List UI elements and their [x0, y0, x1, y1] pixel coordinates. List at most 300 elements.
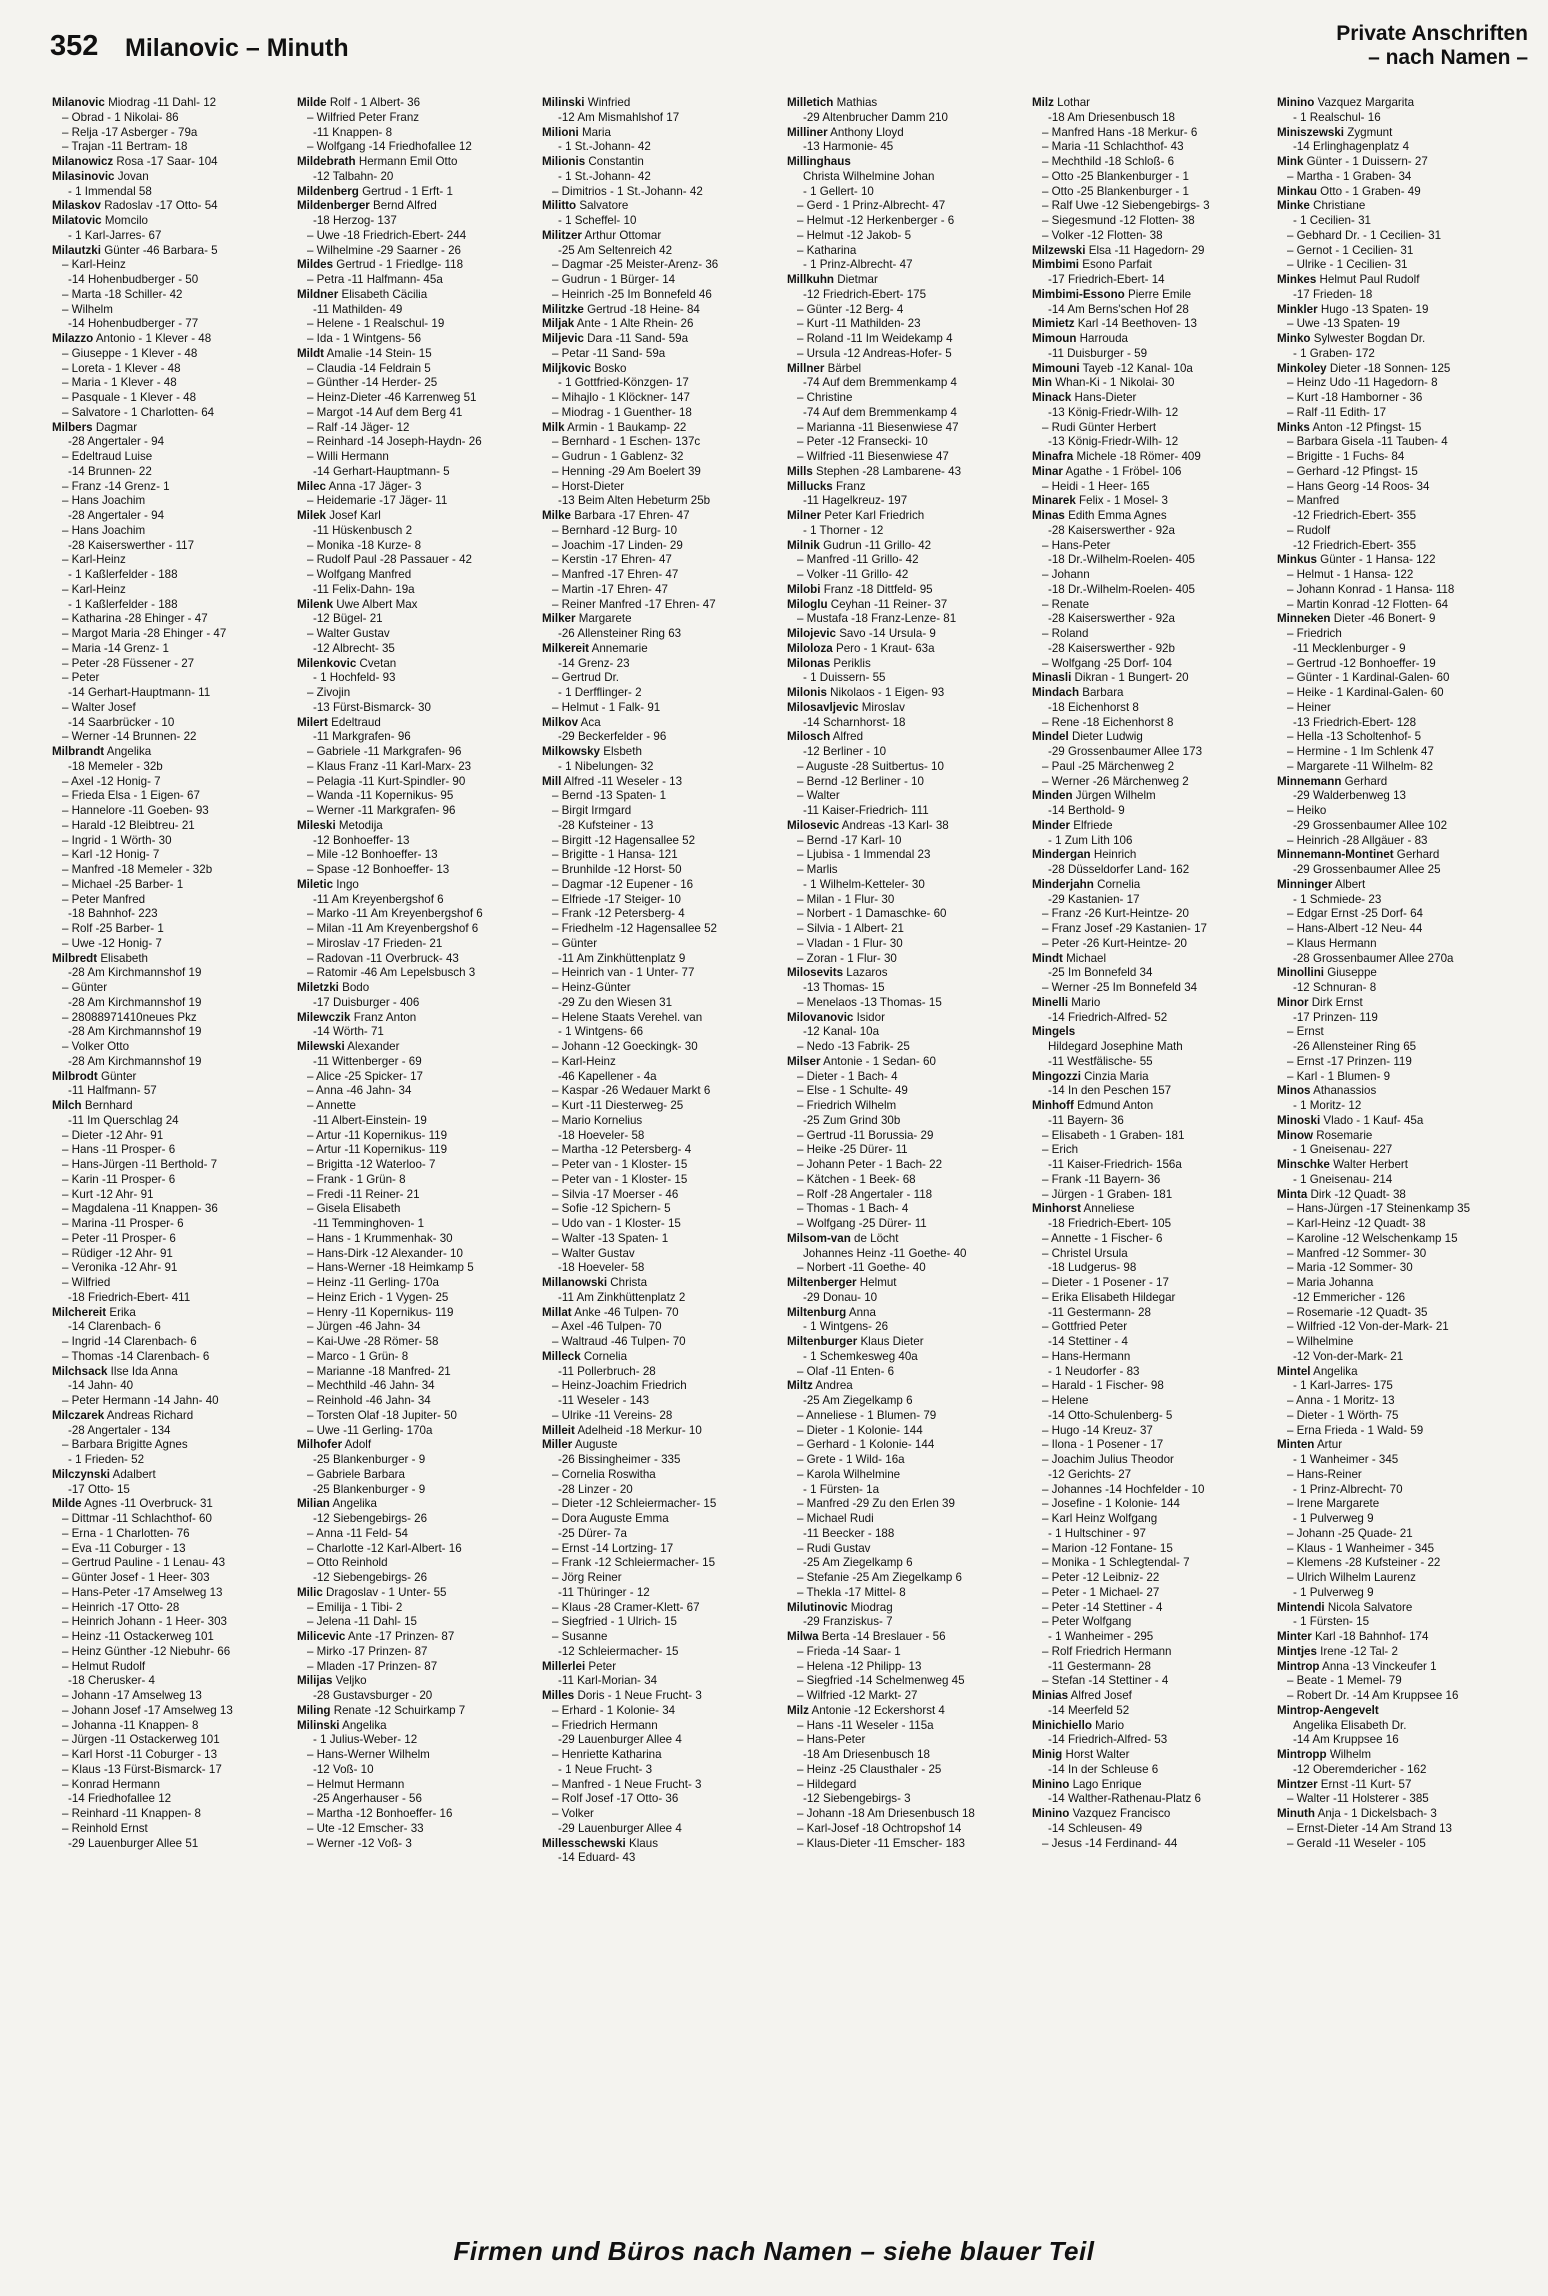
directory-entry: – Pelagia -11 Kurt-Spindler- 90	[307, 774, 466, 788]
directory-entry: Mink Günter - 1 Duissern- 27	[1277, 155, 1428, 168]
directory-entry: – Otto -25 Blankenburger - 1	[1042, 184, 1189, 198]
directory-entry: – Artur -11 Kopernikus- 119	[307, 1128, 448, 1142]
directory-entry: Minar Agathe - 1 Fröbel- 106	[1032, 464, 1182, 478]
surname: Milk	[542, 420, 565, 434]
directory-entry: Minhoff Edmund Anton	[1032, 1099, 1154, 1112]
directory-entry: -14 Grenz- 23	[558, 656, 630, 670]
directory-entry: – Hans Joachim	[62, 494, 146, 508]
directory-entry: Milonis Nikolaos - 1 Eigen- 93	[787, 686, 945, 699]
directory-entry: Minneken Dieter -46 Bonert- 9	[1277, 612, 1436, 626]
directory-entry: -12 Schleiermacher- 15	[558, 1644, 679, 1658]
directory-entry: – Giuseppe - 1 Klever - 48	[62, 346, 198, 360]
directory-entry: – Hella -13 Scholtenhof- 5	[1287, 730, 1422, 744]
directory-column-6	[1277, 96, 1522, 2216]
directory-entry: – Peter -12 Leibniz- 22	[1042, 1571, 1160, 1584]
directory-entry: -29 Zu den Wiesen 31	[558, 995, 673, 1009]
directory-entry: – Marko -11 Am Kreyenbergshof 6	[307, 907, 483, 921]
directory-entry: – Gebhard Dr. - 1 Cecilien- 31	[1287, 228, 1442, 242]
directory-entry: – Wilfried -12 Markt- 27	[797, 1689, 918, 1702]
directory-entry: Minichiello Mario	[1032, 1718, 1125, 1732]
surname: Milosevic	[787, 818, 840, 832]
directory-entry: - 1 Gneisenau- 227	[1293, 1143, 1393, 1157]
directory-entry: -11 Kaiser-Friedrich- 111	[803, 804, 929, 817]
directory-entry: – Willi Hermann	[307, 450, 389, 463]
surname: Mintzer	[1277, 1777, 1318, 1791]
surname: Miletic	[297, 877, 334, 891]
directory-entry: -25 Am Ziegelkamp 6	[803, 1556, 913, 1570]
directory-entry: -14 Am Kruppsee 16	[1293, 1733, 1399, 1747]
surname: Milenk	[297, 597, 334, 611]
directory-entry: – Manfred -17 Ehren- 47	[552, 568, 679, 581]
directory-entry: Miniszewski Zygmunt	[1277, 125, 1393, 139]
directory-entry: Milkov Aca	[542, 715, 601, 729]
surname: Miljak	[542, 317, 575, 331]
directory-entry: – Torsten Olaf -18 Jupiter- 50	[307, 1408, 457, 1422]
directory-entry: – Kurt -18 Hamborner - 36	[1287, 391, 1423, 404]
surname: Milian	[297, 1497, 330, 1511]
directory-entry: – Siegfried -14 Schelmenweg 45	[797, 1674, 965, 1688]
surname: Milke	[542, 509, 571, 522]
directory-entry: Milazzo Antonio - 1 Klever - 48	[52, 332, 212, 345]
directory-entry: - 1 Prinz-Albrecht- 47	[803, 258, 913, 272]
directory-entry: – Karoline -12 Welschenkamp 15	[1287, 1231, 1458, 1245]
directory-entry: – Elisabeth - 1 Graben- 181	[1042, 1128, 1185, 1142]
directory-entry: – Heinz-Günter	[552, 981, 631, 994]
directory-entry: Minarek Felix - 1 Mosel- 3	[1032, 494, 1168, 508]
directory-entry: Milner Peter Karl Friedrich	[787, 509, 925, 522]
surname: Minkau	[1277, 184, 1317, 198]
directory-entry: – Heidemarie -17 Jäger- 11	[307, 494, 448, 508]
directory-entry: -11 Albert-Einstein- 19	[313, 1113, 427, 1127]
directory-entry: – Maria -11 Schlachthof- 43	[1042, 140, 1184, 154]
surname: Mink	[1277, 155, 1304, 168]
directory-entry: Milian Angelika	[297, 1497, 377, 1511]
directory-entry: Minder Elfriede	[1032, 818, 1113, 832]
directory-entry: -13 Thomas- 15	[803, 981, 885, 994]
directory-entry: - 1 Gneisenau- 214	[1293, 1172, 1393, 1186]
directory-entry: -28 Kaiserswerther - 92b	[1048, 641, 1175, 655]
directory-entry: – Ute -12 Emscher- 33	[307, 1821, 424, 1835]
directory-entry: – Johann	[1042, 568, 1090, 581]
surname: Milewski	[297, 1040, 345, 1053]
directory-entry: Minkus Günter - 1 Hansa- 122	[1277, 553, 1436, 567]
directory-entry: - 1 Hochfeld- 93	[313, 671, 396, 685]
directory-entry: -28 Angertaler - 134	[68, 1423, 171, 1437]
surname: Milchereit	[52, 1305, 107, 1319]
directory-entry: Minkes Helmut Paul Rudolf	[1277, 273, 1420, 286]
surname: Milzewski	[1032, 243, 1086, 257]
directory-entry: – Wilfried Peter Franz	[307, 110, 420, 124]
surname: Minack	[1032, 391, 1072, 404]
directory-entry: -11 Weseler - 143	[558, 1394, 650, 1407]
directory-entry: Milz Antonie -12 Eckershorst 4	[787, 1703, 945, 1717]
directory-entry: – Günther -14 Herder- 25	[307, 376, 438, 390]
directory-entry: – Michael Rudi	[797, 1512, 874, 1525]
directory-entry: -25 Angerhauser - 56	[313, 1792, 422, 1806]
directory-entry: – Charlotte -12 Karl-Albert- 16	[307, 1541, 462, 1555]
directory-entry: – Dieter - 1 Wörth- 75	[1287, 1408, 1399, 1422]
directory-entry: Mildenberg Gertrud - 1 Erft- 1	[297, 184, 453, 198]
directory-entry: – Reinhold -46 Jahn- 34	[307, 1394, 431, 1407]
directory-entry: – Robert Dr. -14 Am Kruppsee 16	[1287, 1689, 1459, 1702]
surname: Miljkovic	[542, 361, 591, 375]
directory-entry: – Magdalena -11 Knappen- 36	[62, 1202, 218, 1216]
surname: Milosavljevic	[787, 700, 859, 714]
directory-entry: – Milan - 1 Flur- 30	[797, 892, 895, 906]
directory-entry: – Klaus -13 Fürst-Bismarck- 17	[62, 1762, 222, 1776]
directory-entry: -18 Bahnhof- 223	[68, 907, 158, 921]
surname: Miltenburger	[787, 1335, 858, 1348]
directory-entry: – Kurt -11 Diesterweg- 25	[552, 1099, 684, 1112]
directory-entry: Minoski Vlado - 1 Kauf- 45a	[1277, 1113, 1424, 1127]
surname: Milde	[297, 96, 327, 109]
directory-entry: – Peter -28 Füssener - 27	[62, 656, 195, 670]
surname: Mintrop-Aengevelt	[1277, 1703, 1379, 1717]
directory-entry: – Karl-Heinz	[62, 258, 126, 272]
directory-entry: – Franz -14 Grenz- 1	[62, 479, 170, 493]
surname: Mildenberg	[297, 184, 359, 198]
directory-entry: -11 Am Zinkhüttenplatz 9	[558, 951, 686, 965]
directory-entry: - 1 Pulverweg 9	[1293, 1585, 1374, 1599]
directory-entry: – Stefan -14 Stettiner - 4	[1042, 1674, 1169, 1688]
directory-entry: – Stefanie -25 Am Ziegelkamp 6	[797, 1571, 962, 1584]
directory-entry: – Marco - 1 Grün- 8	[307, 1349, 409, 1363]
directory-entry: – Birgit Irmgard	[552, 804, 632, 817]
directory-entry: – Joachim Julius Theodor	[1042, 1453, 1174, 1466]
directory-entry: Angelika Elisabeth Dr.	[1293, 1718, 1407, 1732]
directory-entry: – Marianne -18 Manfred- 21	[307, 1364, 451, 1378]
directory-entry: – Dieter - 1 Kolonie- 144	[797, 1423, 923, 1437]
directory-entry: -11 Bayern- 36	[1048, 1113, 1124, 1127]
directory-entry: Milbrodt Günter	[52, 1069, 137, 1083]
directory-entry: - 1 Derfflinger- 2	[558, 686, 642, 699]
directory-entry: – Trajan -11 Bertram- 18	[62, 140, 188, 154]
surname: Milkov	[542, 715, 579, 729]
directory-entry: - 1 Scheffel- 10	[558, 214, 637, 227]
surname: Milczarek	[52, 1408, 105, 1422]
directory-entry: Milczynski Adalbert	[52, 1467, 156, 1481]
directory-entry: – Peter -12 Franseckі- 10	[797, 435, 928, 449]
directory-entry: -13 Harmonie- 45	[803, 140, 894, 154]
directory-entry: Min Whan-Ki - 1 Nikolai- 30	[1032, 376, 1175, 390]
directory-entry: - 1 Neudorfer - 83	[1048, 1364, 1140, 1378]
directory-entry: – Heinrich -28 Allgäuer - 83	[1287, 833, 1428, 847]
surname: Milec	[297, 479, 326, 493]
directory-entry: Milanowicz Rosa -17 Saar- 104	[52, 155, 218, 168]
surname: Mildebrath	[297, 155, 356, 168]
directory-entry: -18 Hoeveler- 58	[558, 1128, 645, 1142]
directory-entry: Millat Anke -46 Tulpen- 70	[542, 1305, 679, 1319]
directory-entry: – Martha -12 Bonhoeffer- 16	[307, 1807, 453, 1820]
surname: Militzke	[542, 302, 584, 316]
directory-entry: -11 Thüringer - 12	[558, 1585, 650, 1599]
directory-entry: Minten Artur	[1277, 1438, 1343, 1452]
directory-entry: – Hans-Werner -18 Heimkamp 5	[307, 1261, 474, 1275]
directory-entry: – Johann -25 Quade- 21	[1287, 1526, 1413, 1540]
directory-entry: Milenk Uwe Albert Max	[297, 597, 418, 611]
surname: Milanowicz	[52, 155, 114, 168]
directory-entry: – Erna Frieda - 1 Wald- 59	[1287, 1423, 1424, 1437]
directory-entry: Milicevic Ante -17 Prinzen- 87	[297, 1630, 455, 1643]
directory-entry: -28 Angertaler - 94	[68, 509, 165, 522]
surname: Mileski	[297, 818, 336, 832]
surname: Minar	[1032, 464, 1063, 478]
directory-entry: – Manfred -12 Sommer- 30	[1287, 1246, 1427, 1260]
directory-entry: -12 Friedrich-Ebert- 355	[1293, 538, 1417, 552]
directory-entry: Minino Vazquez Francisco	[1032, 1807, 1171, 1820]
directory-entry: Minschke Walter Herbert	[1277, 1158, 1409, 1171]
directory-entry: – Hans-Peter	[797, 1733, 866, 1747]
directory-entry: – Helmut Rudolf	[62, 1659, 146, 1673]
directory-entry: -14 Schleusen- 49	[1048, 1821, 1143, 1835]
directory-entry: Milionis Constantin	[542, 155, 644, 168]
directory-entry: -18 Ludgerus- 98	[1048, 1261, 1137, 1275]
directory-column-5	[1032, 96, 1277, 2216]
directory-entry: - 1 Cecilien- 31	[1293, 214, 1371, 227]
directory-entry: – Brunhilde -12 Horst- 50	[552, 863, 682, 876]
directory-entry: – Dagmar -25 Meister-Arenz- 36	[552, 258, 719, 272]
footer-note: Firmen und Büros nach Namen – siehe blauer Teil	[453, 2236, 1095, 2266]
directory-entry: – Heinz Udo -11 Hagedorn- 8	[1287, 376, 1438, 390]
directory-entry: – Norbert -11 Goethe- 40	[797, 1261, 926, 1275]
directory-entry: Mintropp Wilhelm	[1277, 1748, 1372, 1761]
directory-entry: – Hans-Hermann	[1042, 1349, 1131, 1363]
directory-entry: – Dittmar -11 Schlachthof- 60	[62, 1512, 212, 1525]
surname: Minta	[1277, 1187, 1308, 1201]
directory-entry: – Heinrich -17 Otto- 28	[62, 1600, 180, 1614]
surname: Millkuhn	[787, 273, 835, 286]
directory-entry: – Mirko -17 Prinzen- 87	[307, 1644, 428, 1658]
directory-entry: – Heinrich Johann - 1 Heer- 303	[62, 1615, 227, 1629]
directory-entry: -11 Hüskenbusch 2	[313, 523, 413, 537]
surname: Minow	[1277, 1128, 1314, 1142]
directory-entry: -12 Bonhoeffer- 13	[313, 833, 410, 847]
surname: Minos	[1277, 1084, 1311, 1098]
surname: Milser	[787, 1054, 821, 1068]
directory-entry: – Hans Georg -14 Roos- 34	[1287, 479, 1430, 493]
surname: Milicevic	[297, 1630, 346, 1643]
directory-entry: – Frieda -14 Saar- 1	[797, 1644, 901, 1658]
directory-entry: – Rudi Günter Herbert	[1042, 420, 1157, 434]
surname: Milonas	[787, 656, 831, 670]
directory-entry: Mildner Elisabeth Cäcilia	[297, 287, 428, 301]
directory-entry: – Mustafa -18 Franz-Lenze- 81	[797, 612, 957, 626]
directory-entry: – Annette	[307, 1099, 356, 1112]
directory-entry: -12 Siebengebirgs- 3	[803, 1792, 911, 1806]
surname: Milinski	[542, 96, 585, 109]
directory-entry: – Helmut - 1 Hansa- 122	[1287, 568, 1414, 581]
directory-entry: Minkler Hugo -13 Spaten- 19	[1277, 302, 1429, 316]
directory-entry: Minderjahn Cornelia	[1032, 877, 1141, 891]
directory-entry: – Christine	[797, 391, 853, 404]
surname: Miljevic	[542, 332, 584, 345]
directory-entry: – Hermine - 1 Im Schlenk 47	[1287, 745, 1434, 758]
directory-entry: – Otto -25 Blankenburger - 1	[1042, 169, 1189, 183]
surname: Milovanovic	[787, 1010, 854, 1024]
directory-column-1	[52, 96, 297, 2216]
directory-entry: - 1 Moritz- 12	[1293, 1099, 1362, 1112]
directory-entry: Milkowsky Elsbeth	[542, 745, 642, 758]
directory-entry: -18 Dr.-Wilhelm-Roelen- 405	[1048, 553, 1195, 567]
directory-entry: -14 Am Berns'schen Hof 28	[1048, 302, 1189, 316]
directory-entry: – Günter	[552, 936, 598, 950]
directory-entry: Minninger Albert	[1277, 877, 1366, 891]
directory-entry: -29 Lauenburger Allee 4	[558, 1733, 682, 1747]
directory-entry: Milaskov Radoslav -17 Otto- 54	[52, 199, 218, 213]
directory-entry: – Edeltraud Luise	[62, 450, 153, 463]
surname: Minke	[1277, 199, 1310, 213]
directory-entry: Milanovic Miodrag -11 Dahl- 12	[52, 96, 217, 109]
surname: Mintrop	[1277, 1659, 1320, 1673]
directory-entry: – Pasquale - 1 Klever - 48	[62, 391, 197, 404]
directory-entry: – Heinz-Joachim Friedrich	[552, 1379, 687, 1393]
directory-entry: Mildenberger Bernd Alfred	[297, 199, 437, 213]
directory-entry: -26 Allensteiner Ring 65	[1293, 1040, 1417, 1053]
directory-entry: Minas Edith Emma Agnes	[1032, 509, 1167, 522]
directory-entry: -17 Duisburger - 406	[313, 995, 420, 1009]
directory-entry: – Ingrid -14 Clarenbach- 6	[62, 1335, 197, 1348]
surname: Minder	[1032, 818, 1071, 832]
surname: Milles	[542, 1689, 575, 1702]
directory-entry: – Dora Auguste Emma	[552, 1512, 669, 1525]
directory-entry: -11 Am Kreyenbergshof 6	[313, 892, 444, 906]
directory-entry: Milenkovic Cvetan	[297, 656, 397, 670]
directory-entry: Miltenburger Klaus Dieter	[787, 1335, 924, 1348]
directory-entry: – Peter	[62, 671, 100, 685]
directory-column-3	[542, 96, 787, 2216]
surname: Mimietz	[1032, 317, 1075, 331]
directory-entry: Mintendi Nicola Salvatore	[1277, 1600, 1413, 1614]
surname: Mildes	[297, 258, 334, 272]
directory-entry: -29 Franziskus- 7	[803, 1615, 893, 1629]
directory-entry: – Bernd -13 Spaten- 1	[552, 789, 667, 803]
directory-entry: - 1 Wintgens- 66	[558, 1025, 644, 1039]
directory-entry: Miljevic Dara -11 Sand- 59a	[542, 332, 689, 345]
surname: Miller	[542, 1438, 573, 1452]
surname: Millat	[542, 1305, 572, 1319]
surname: Milliner	[787, 125, 828, 139]
directory-entry: – Walter -13 Spaten- 1	[552, 1231, 669, 1245]
directory-entry: Miletzki Bodo	[297, 981, 370, 994]
directory-entry: Miljkovic Bosko	[542, 361, 627, 375]
directory-entry: – Volker -11 Grillo- 42	[797, 568, 909, 581]
directory-entry: – 28088971410neues Pkz	[62, 1010, 197, 1024]
directory-entry: -18 Am Driesenbusch 18	[803, 1748, 930, 1761]
surname: Milkowsky	[542, 745, 600, 758]
directory-entry: – Hildegard	[797, 1777, 857, 1791]
directory-entry: -11 Pollerbruch- 28	[558, 1364, 656, 1378]
directory-entry: – Heike -25 Dürer- 11	[797, 1143, 908, 1157]
directory-entry: -12 Talbahn- 20	[313, 169, 394, 183]
directory-entry: – Gottfried Peter	[1042, 1320, 1128, 1334]
directory-entry: -11 Gestermann- 28	[1048, 1305, 1151, 1319]
directory-entry: Milhofer Adolf	[297, 1438, 372, 1452]
directory-entry: – Peter Hermann -14 Jahn- 40	[62, 1394, 219, 1407]
directory-entry: -18 Herzog- 137	[313, 214, 397, 227]
directory-entry: Mintel Angelika	[1277, 1364, 1358, 1378]
directory-entry: -28 Angertaler - 94	[68, 435, 165, 449]
directory-entry: Mimbimi-Essono Pierre Emile	[1032, 287, 1192, 301]
directory-entry: -14 Wörth- 71	[313, 1025, 384, 1039]
directory-entry: – Helene	[1042, 1394, 1089, 1407]
directory-entry: – Walter Gustav	[307, 627, 390, 640]
surname: Milbrandt	[52, 745, 105, 758]
directory-entry: – Frank -11 Bayern- 36	[1042, 1172, 1161, 1186]
directory-entry: Mildes Gertrud - 1 Friedlge- 118	[297, 258, 464, 272]
directory-entry: Milert Edeltraud	[297, 715, 381, 729]
directory-entry: Milosevic Andreas -13 Karl- 38	[787, 818, 949, 832]
surname: Mingels	[1032, 1025, 1076, 1039]
directory-entry: – Jürgen -11 Ostackerweg 101	[62, 1733, 220, 1747]
directory-entry: Milsom-van de Löcht	[787, 1231, 899, 1245]
directory-entry: Miljak Ante - 1 Alte Rhein- 26	[542, 317, 694, 331]
directory-entry: – Peter Manfred	[62, 892, 146, 906]
directory-entry: -13 Friedrich-Ebert- 128	[1293, 715, 1417, 729]
directory-entry: Milinski Angelika	[297, 1718, 387, 1732]
directory-entry: – Helene - 1 Realschul- 19	[307, 317, 445, 331]
directory-entry: - 1 Karl-Jarres- 67	[68, 228, 162, 242]
directory-entry: – Nedo -13 Fabrik- 25	[797, 1040, 910, 1053]
directory-entry: Minter Karl -18 Bahnhof- 174	[1277, 1630, 1429, 1643]
surname: Mindergan	[1032, 848, 1091, 862]
directory-entry: – Volker -12 Flotten- 38	[1042, 228, 1163, 242]
directory-entry: -12 Albrecht- 35	[313, 641, 395, 655]
surname: Milek	[297, 509, 326, 522]
directory-entry: Minhorst Anneliese	[1032, 1202, 1135, 1216]
directory-entry: – Walter Josef	[62, 700, 136, 714]
surname: Minderjahn	[1032, 877, 1094, 891]
surname: Millanowski	[542, 1276, 608, 1289]
directory-entry: – Bernd -17 Karl- 10	[797, 833, 902, 847]
directory-entry: - 1 Pulverweg 9	[1293, 1512, 1374, 1525]
surname: Milinski	[297, 1718, 340, 1732]
directory-entry: -14 Friedhofallee 12	[68, 1792, 172, 1806]
directory-entry: Milnik Gudrun -11 Grillo- 42	[787, 538, 932, 552]
directory-entry: – Hans-Jürgen -17 Steinenkamp 35	[1287, 1202, 1471, 1216]
surname: Minor	[1277, 995, 1309, 1009]
directory-entry: – Karl-Josef -18 Ochtropshof 14	[797, 1821, 962, 1835]
directory-entry: -14 Walther-Rathenau-Platz 6	[1048, 1792, 1201, 1806]
directory-entry: Christa Wilhelmine Johan	[803, 169, 935, 183]
directory-entry: – Bernhard -12 Burg- 10	[552, 523, 678, 537]
directory-entry: Mimietz Karl -14 Beethoven- 13	[1032, 317, 1197, 331]
directory-entry: – Silvia -17 Moerser - 46	[552, 1187, 679, 1201]
surname: Minig	[1032, 1748, 1063, 1761]
directory-entry: Hildegard Josephine Math	[1048, 1040, 1183, 1053]
directory-entry: -14 Saarbrücker - 10	[68, 715, 175, 729]
directory-entry: – Kaspar -26 Wedauer Markt 6	[552, 1084, 711, 1098]
directory-entry: – Erna - 1 Charlotten- 76	[62, 1526, 190, 1540]
directory-entry: – Frank -12 Schleiermacher- 15	[552, 1556, 716, 1570]
directory-entry: Minnemann Gerhard	[1277, 774, 1388, 788]
directory-entry: – Gerhard - 1 Kolonie- 144	[797, 1438, 935, 1452]
directory-entry: – Peter Wolfgang	[1042, 1615, 1132, 1629]
directory-entry	[1277, 1704, 1518, 1719]
directory-entry: – Martha -12 Petersberg- 4	[552, 1143, 692, 1157]
directory-entry: – Friedrich Hermann	[552, 1718, 658, 1732]
directory-entry: – Veronika -12 Ahr- 91	[62, 1261, 178, 1275]
directory-entry: – Henriette Katharina	[552, 1748, 662, 1761]
directory-entry: – Helmut Hermann	[307, 1777, 405, 1791]
directory-entry: Millerlei Peter	[542, 1659, 617, 1673]
directory-entry: Milser Antonie - 1 Sedan- 60	[787, 1054, 936, 1068]
directory-entry: – Norbert - 1 Damaschke- 60	[797, 907, 947, 921]
directory-entry: – Heidi - 1 Heer- 165	[1042, 479, 1150, 493]
directory-entry: – Heinz Günther -12 Niebuhr- 66	[62, 1644, 231, 1658]
directory-entry: -29 Donau- 10	[803, 1290, 878, 1304]
directory-entry: – Harald - 1 Fischer- 98	[1042, 1379, 1164, 1393]
directory-entry: – Katharina -28 Ehinger - 47	[62, 612, 208, 626]
